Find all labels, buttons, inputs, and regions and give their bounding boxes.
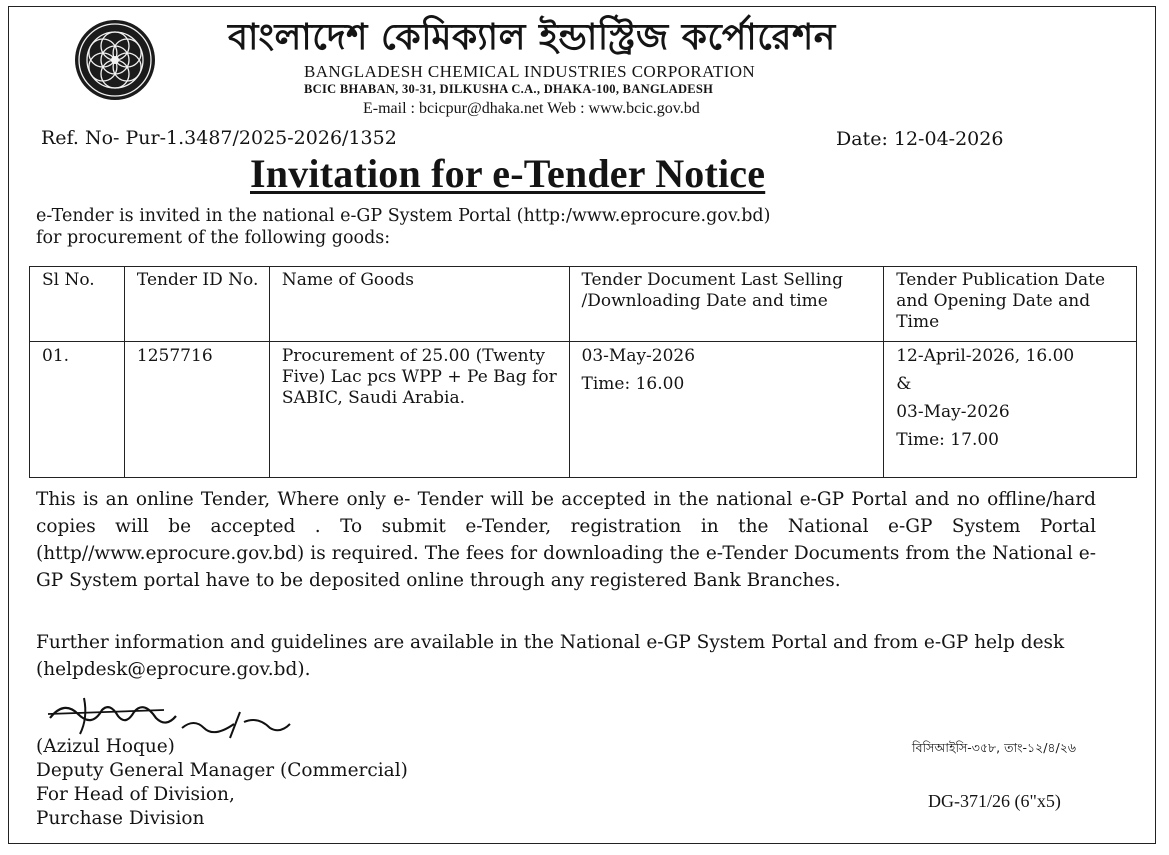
opening-time: Time: 17.00 <box>896 430 999 450</box>
notice-date: Date: 12-04-2026 <box>836 128 1004 150</box>
publication-date: 12-April-2026, 16.00 <box>896 346 1075 366</box>
signatory-division: Purchase Division <box>36 808 205 829</box>
signatory-name: (Azizul Hoque) <box>36 736 175 757</box>
cell-goods: Procurement of 25.00 (Twenty Five) Lac pcs WPP + Pe Bag for SABIC, Saudi Arabia. <box>269 342 569 478</box>
header-publication: Tender Publication Date and Opening Date and Time <box>884 267 1137 342</box>
tender-table <box>29 266 1137 478</box>
online-tender-paragraph: This is an online Tender, Where only e- Tender will be accepted in the national e-GP Portal and no offline/hard copies will be accepted . To submit e-Tender, registration in the National e-GP System Portal (http//www.eprocure.gov.bd) is required. The fees for downloading the e-Tender Documents from the National e-GP System portal have to be deposited online through any registered Bank Branches. <box>36 489 1096 591</box>
bcic-logo-icon <box>73 18 157 102</box>
org-address: BCIC BHABAN, 30-31, DILKUSHA C.A., DHAKA-100, BANGLADESH <box>304 82 714 96</box>
page-title: Invitation for e-Tender Notice <box>250 151 766 196</box>
last-selling-date: 03-May-2026 <box>581 346 696 366</box>
header-sl: Sl No. <box>30 267 125 342</box>
bangla-reference-code: বিসিআইসি-৩৫৮, তাং-১২/৪/২৬ <box>912 740 1077 755</box>
further-info-paragraph: Further information and guidelines are available in the National e-GP System Portal and from e-GP help desk (helpdesk@eprocure.gov.bd). <box>36 632 1065 680</box>
opening-date: 03-May-2026 <box>896 402 1010 422</box>
intro-text <box>36 205 1136 249</box>
signatory-for-head: For Head of Division, <box>36 784 235 805</box>
table-header-row <box>30 267 1137 342</box>
header-last-selling: Tender Document Last Selling /Downloading Date and time <box>569 267 884 342</box>
intro-line-1: e-Tender is invited in the national e-GP System Portal (http:/www.eprocure.gov.bd) <box>36 206 771 226</box>
last-selling-time: Time: 16.00 <box>581 374 685 394</box>
english-org-title: BANGLADESH CHEMICAL INDUSTRIES CORPORATION <box>304 62 756 81</box>
publication-and: & <box>896 374 912 394</box>
cell-publication <box>884 342 1137 478</box>
signatory-designation: Deputy General Manager (Commercial) <box>36 760 408 781</box>
bangla-org-title: বাংলাদেশ কেমিক্যাল ইন্ডাস্ট্রিজ কর্পোরেশন <box>228 17 836 58</box>
cell-tender-id: 1257716 <box>124 342 269 478</box>
intro-line-2: for procurement of the following goods: <box>36 228 391 248</box>
table-row <box>30 342 1137 478</box>
org-contact: E-mail : bcicpur@dhaka.net Web : www.bcic.gov.bd <box>363 100 700 117</box>
header-goods: Name of Goods <box>269 267 569 342</box>
reference-number: Ref. No- Pur-1.3487/2025-2026/1352 <box>41 127 397 149</box>
cell-sl: 01. <box>30 342 125 478</box>
cell-last-selling <box>569 342 884 478</box>
signature-block <box>36 735 408 831</box>
dg-code: DG-371/26 (6"x5) <box>928 791 1061 811</box>
header-tender-id: Tender ID No. <box>124 267 269 342</box>
